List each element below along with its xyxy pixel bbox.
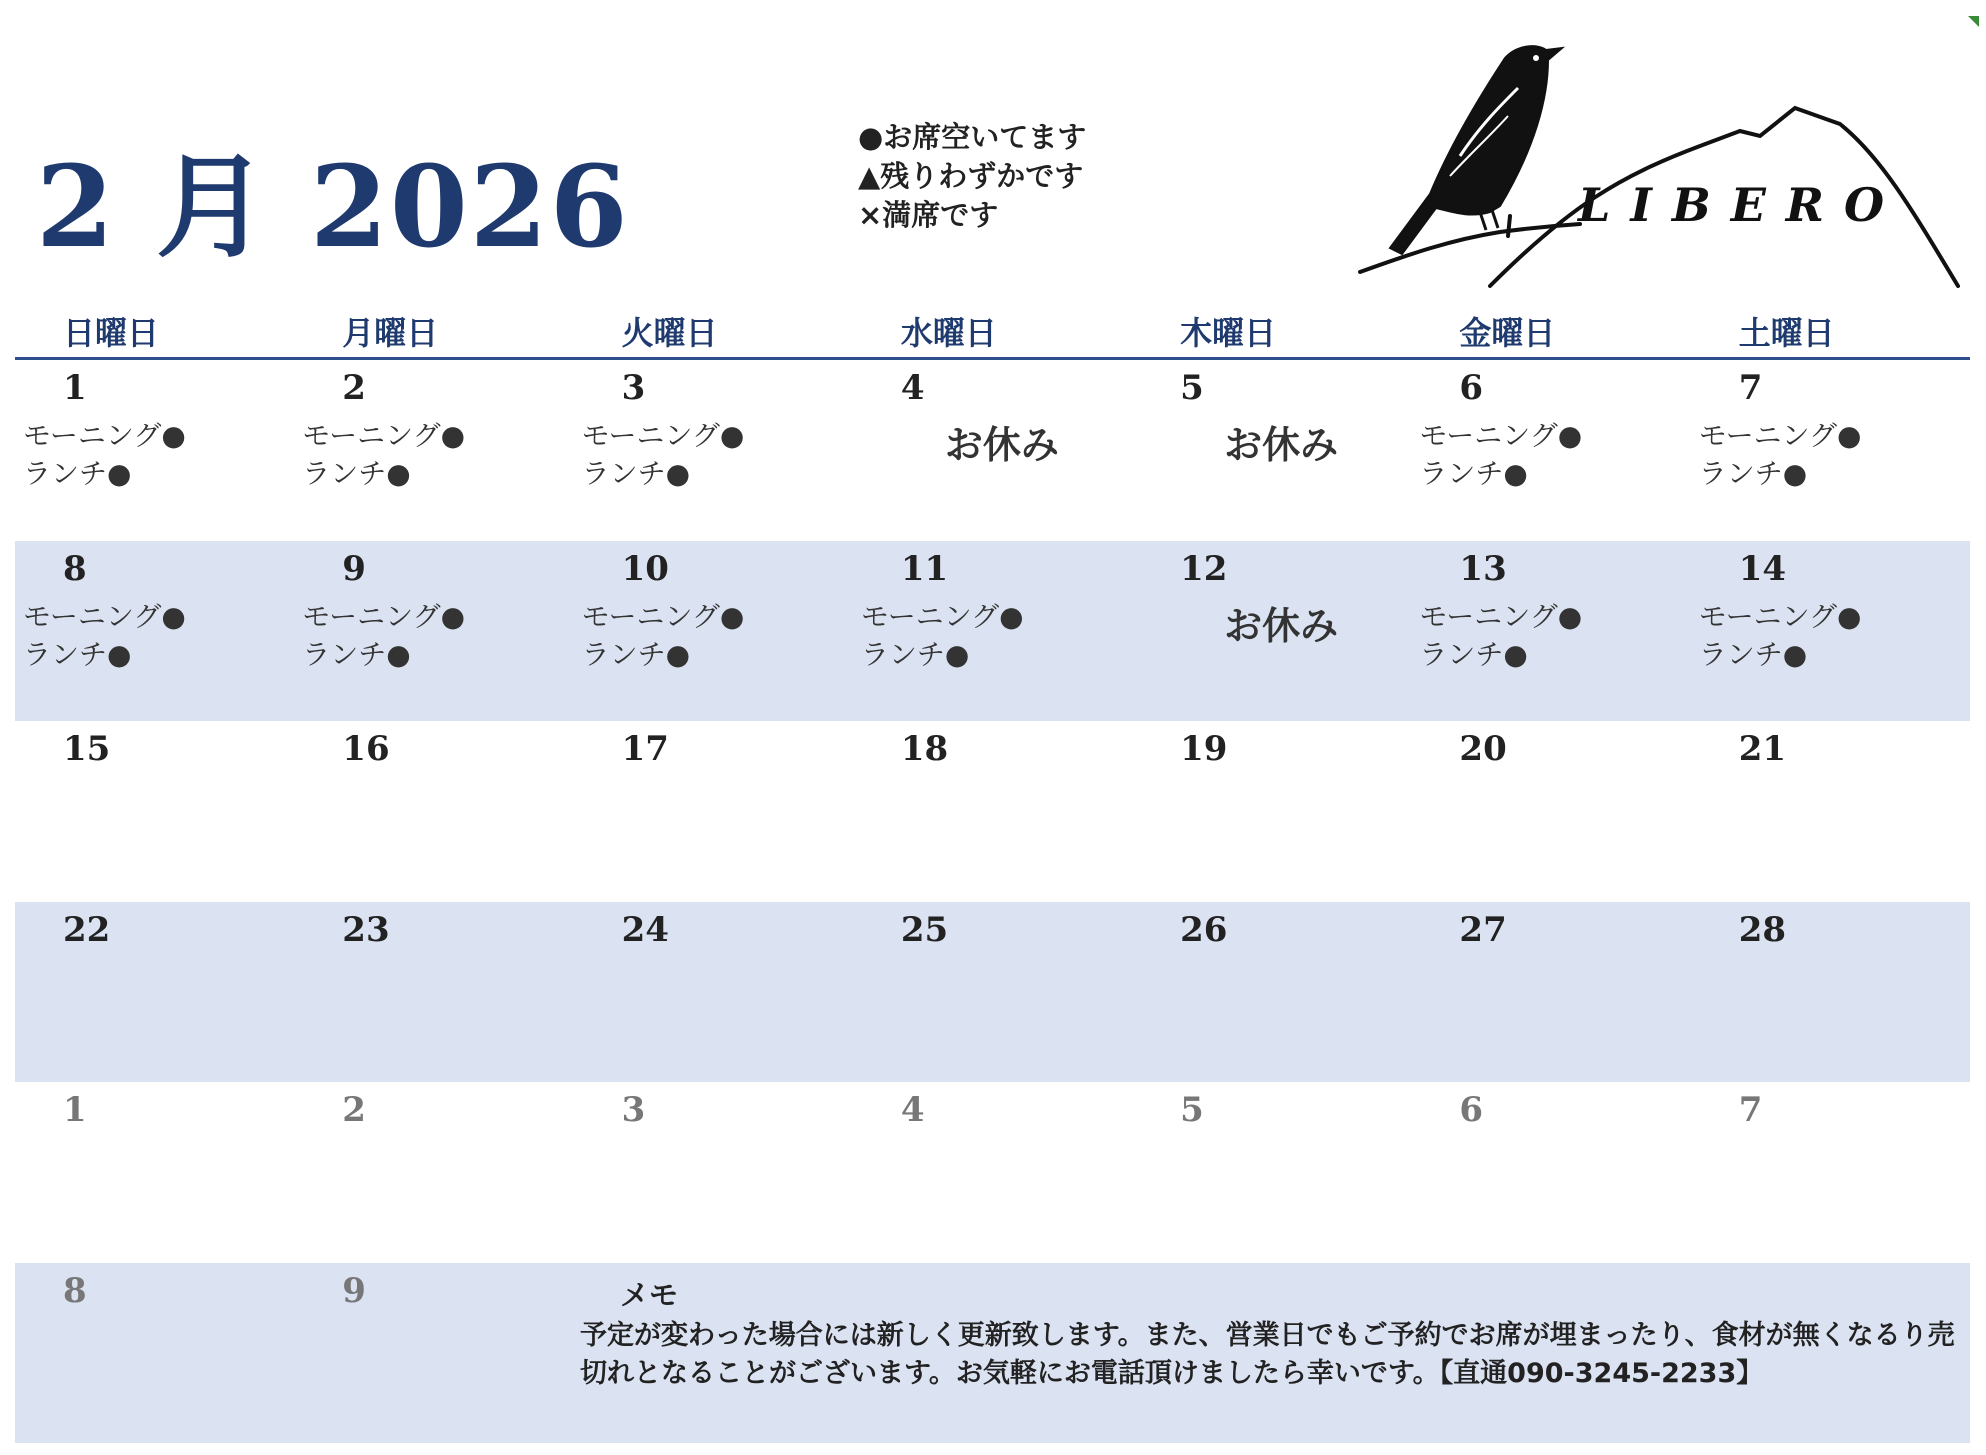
lunch-status: ランチ●: [1419, 637, 1528, 671]
day-number: 7: [1738, 1090, 1763, 1130]
calendar-week: [15, 541, 1970, 722]
day-number: 3: [621, 1090, 646, 1130]
day-cell: [1691, 360, 1970, 541]
morning-status: モーニング●: [1419, 419, 1583, 452]
day-number: 8: [63, 548, 87, 589]
day-number: 5: [1180, 1090, 1204, 1130]
day-cell: [574, 1082, 853, 1263]
libero-logo: [1340, 36, 1960, 308]
day-cell: [1411, 721, 1690, 902]
day-cell: [853, 902, 1132, 1083]
day-cell: [15, 721, 294, 902]
day-number: 1: [63, 368, 87, 408]
day-number: 2: [342, 1090, 366, 1130]
logo-text: LIBERO: [1578, 178, 1905, 232]
day-number: 10: [621, 548, 669, 589]
lunch-status: ランチ●: [23, 457, 132, 490]
page-title: [36, 118, 630, 279]
day-cell: [1691, 902, 1970, 1083]
weekday-sunday: 日曜日: [63, 314, 160, 352]
day-number: 11: [900, 548, 949, 589]
lunch-status: ランチ●: [581, 457, 690, 490]
day-number: 4: [900, 1090, 925, 1130]
day-cell: [1411, 541, 1690, 722]
day-number: 8: [63, 1270, 87, 1311]
morning-status: モーニング●: [1698, 419, 1862, 452]
lunch-status: ランチ●: [302, 457, 411, 490]
morning-status: モーニング●: [302, 419, 466, 452]
day-number: 24: [621, 909, 669, 950]
day-number: 4: [900, 368, 925, 408]
lunch-status: ランチ●: [581, 637, 690, 671]
day-number: 9: [342, 1270, 366, 1311]
day-number: 18: [900, 729, 949, 769]
day-cell: [1411, 1082, 1690, 1263]
morning-status: モーニング●: [302, 599, 466, 633]
weekday-tuesday: 火曜日: [621, 314, 718, 352]
day-number: 16: [342, 729, 390, 769]
day-number: 22: [63, 909, 111, 950]
day-cell: [574, 902, 853, 1083]
day-cell: [1132, 541, 1411, 722]
weekday-header: [15, 310, 1970, 356]
day-number: 6: [1459, 368, 1484, 408]
weekday-friday: 金曜日: [1459, 314, 1556, 352]
morning-status: モーニング●: [581, 419, 745, 452]
day-cell: [1411, 902, 1690, 1083]
closed-label: お休み: [944, 423, 1059, 467]
day-cell: [15, 902, 294, 1083]
day-number: 23: [342, 909, 390, 950]
day-cell: [1691, 721, 1970, 902]
lunch-status: ランチ●: [302, 637, 411, 671]
day-number: 9: [342, 548, 366, 589]
day-cell: [1132, 1082, 1411, 1263]
day-number: 12: [1180, 548, 1228, 589]
morning-status: モーニング●: [860, 599, 1024, 633]
day-cell: [1132, 902, 1411, 1083]
closed-label: お休み: [1224, 423, 1339, 467]
day-number: 5: [1180, 368, 1204, 408]
day-number: 14: [1738, 548, 1787, 589]
day-cell: [15, 360, 294, 541]
calendar-week: [15, 360, 1970, 541]
day-number: 26: [1180, 909, 1228, 950]
day-cell: [1411, 360, 1690, 541]
day-cell: [853, 541, 1132, 722]
day-number: 6: [1459, 1090, 1484, 1130]
month-number: 2: [36, 142, 116, 273]
weekday-saturday: 土曜日: [1738, 314, 1835, 352]
day-cell: [294, 721, 573, 902]
availability-legend: [858, 118, 1086, 235]
lunch-status: ランチ●: [1698, 637, 1808, 671]
calendar-week: [15, 721, 1970, 902]
calendar-week: [15, 902, 1970, 1083]
year: 2026: [309, 142, 630, 273]
day-number: 27: [1459, 909, 1507, 950]
day-number: 2: [342, 368, 366, 408]
legend-available: ●お席空いてます: [858, 120, 1087, 154]
month-unit: 月: [155, 142, 270, 273]
weekday-thursday: 木曜日: [1180, 314, 1277, 352]
morning-status: モーニング●: [1419, 599, 1583, 633]
day-cell: [853, 721, 1132, 902]
memo-body: 予定が変わった場合には新しく更新致します。また、営業日でもご予約でお席が埋まったり、食材が無くなるり売切れとなることがございます。お気軽にお電話頂けましたら幸いです。【直通090-3245-2233】: [580, 1320, 1955, 1389]
day-cell: [1132, 360, 1411, 541]
weekday-monday: 月曜日: [342, 314, 439, 352]
day-cell: [15, 541, 294, 722]
day-number: 20: [1459, 729, 1507, 769]
morning-status: モーニング●: [23, 419, 186, 452]
day-number: 17: [621, 729, 669, 769]
day-cell: [15, 1263, 294, 1444]
calendar-week: [15, 1082, 1970, 1263]
day-number: 13: [1459, 548, 1507, 589]
corner-marker: [1968, 16, 1979, 27]
day-number: 28: [1738, 909, 1787, 950]
calendar-grid: [15, 360, 1970, 1443]
day-cell: [294, 902, 573, 1083]
day-number: 1: [63, 1090, 87, 1130]
day-number: 21: [1738, 729, 1787, 769]
day-cell: [574, 360, 853, 541]
lunch-status: ランチ●: [23, 637, 132, 671]
lunch-status: ランチ●: [860, 637, 970, 671]
day-cell: [574, 721, 853, 902]
day-number: 19: [1180, 729, 1228, 769]
day-number: 15: [63, 729, 111, 769]
day-number: 3: [621, 368, 646, 408]
legend-few-left: ▲残りわずかです: [858, 159, 1084, 193]
day-cell: [294, 1263, 573, 1444]
day-cell: [853, 1082, 1132, 1263]
memo-title: メモ: [620, 1278, 679, 1312]
morning-status: モーニング●: [581, 599, 745, 633]
closed-label: お休み: [1224, 603, 1339, 648]
day-number: 25: [900, 909, 949, 950]
day-cell: [15, 1082, 294, 1263]
day-cell: [853, 360, 1132, 541]
lunch-status: ランチ●: [1419, 457, 1528, 490]
day-cell: [1691, 541, 1970, 722]
lunch-status: ランチ●: [1698, 457, 1808, 490]
legend-full: ×満席です: [858, 198, 999, 232]
day-cell: [574, 541, 853, 722]
day-cell: [294, 541, 573, 722]
day-cell: [1132, 721, 1411, 902]
day-cell: [294, 360, 573, 541]
day-cell: [1691, 1082, 1970, 1263]
morning-status: モーニング●: [23, 599, 186, 633]
morning-status: モーニング●: [1698, 599, 1862, 633]
day-number: 7: [1738, 368, 1763, 408]
weekday-wednesday: 水曜日: [900, 314, 997, 352]
day-cell: [294, 1082, 573, 1263]
